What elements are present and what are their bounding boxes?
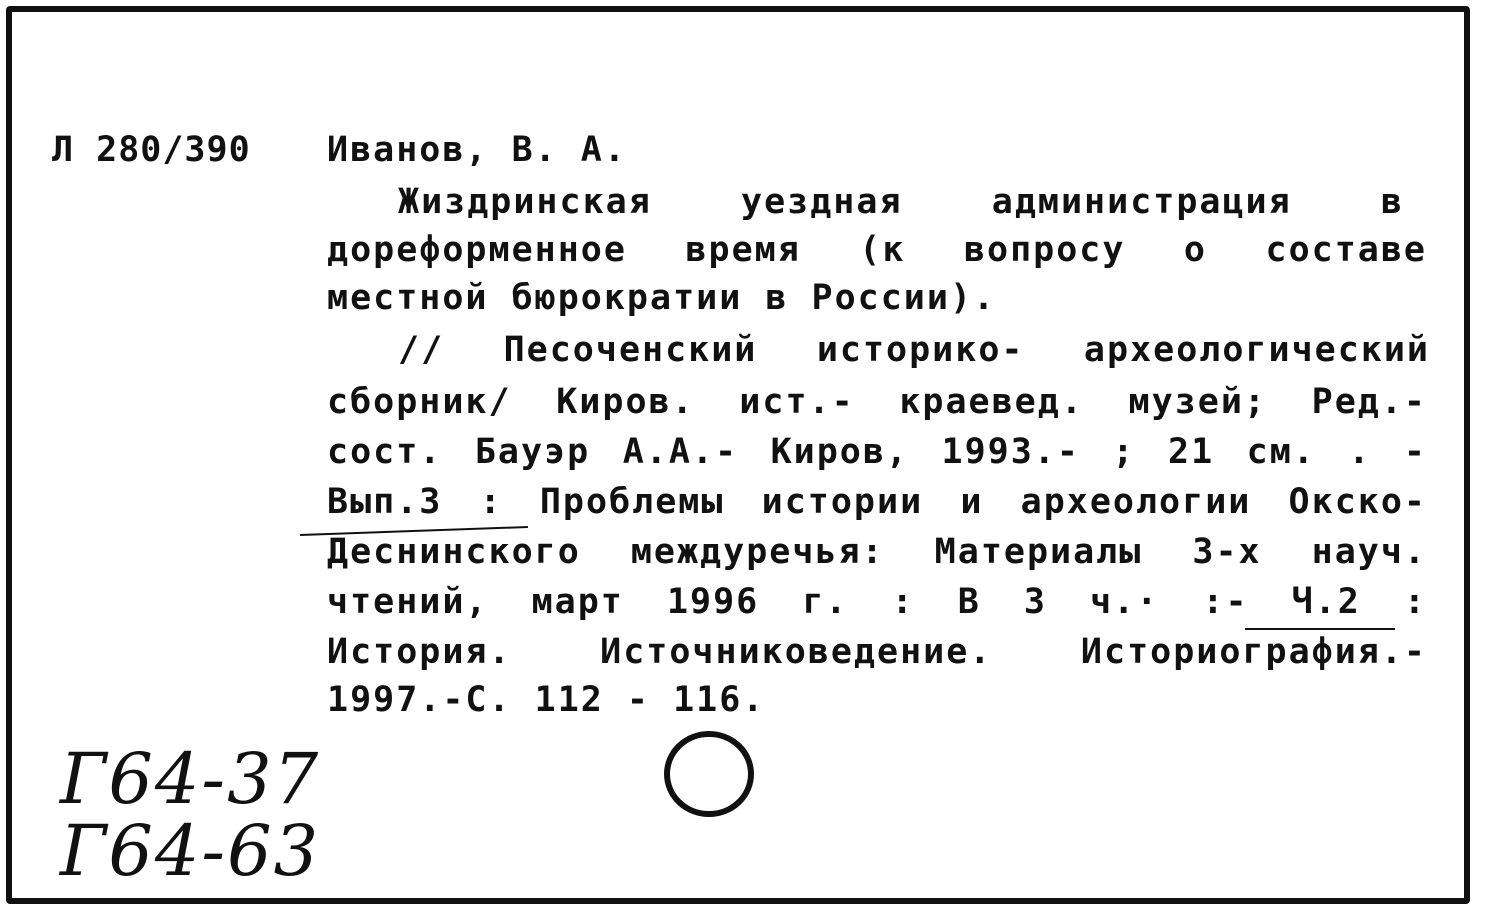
title-line-1: Жиздринская уездная администрация в: [398, 182, 1404, 222]
call-number: Л 280/390: [52, 130, 251, 170]
source-line-3: сост. Бауэр А.А.- Киров, 1993.- ; 21 см. . -: [327, 432, 1427, 472]
author-line: Иванов, В. А.: [327, 130, 627, 170]
source-line-7: История. Источниковедение. Историография.-: [327, 632, 1427, 672]
source-line-6: чтений, март 1996 г. : В 3 ч.· :- Ч.2 :: [327, 582, 1427, 622]
source-line-4: Вып.3 : Проблемы истории и археологии Окско-: [327, 482, 1427, 522]
punch-hole-icon: [663, 728, 763, 828]
title-line-2: дореформенное время (к вопросу о составе: [327, 230, 1427, 270]
handwritten-shelfmark-2: Г64-63: [60, 810, 321, 892]
handwritten-underline: [1245, 628, 1395, 630]
source-line-1: // Песоченский историко- археологический: [398, 330, 1430, 370]
handwritten-shelfmark-1: Г64-37: [60, 738, 321, 820]
source-line-5: Деснинского междуречья: Материалы 3-х науч.: [327, 532, 1427, 572]
title-line-3: местной бюрократии в России).: [327, 278, 997, 318]
source-line-8: 1997.-С. 112 - 116.: [327, 680, 766, 720]
source-line-2: сборник/ Киров. ист.- краевед. музей; Ред.-: [327, 382, 1427, 422]
